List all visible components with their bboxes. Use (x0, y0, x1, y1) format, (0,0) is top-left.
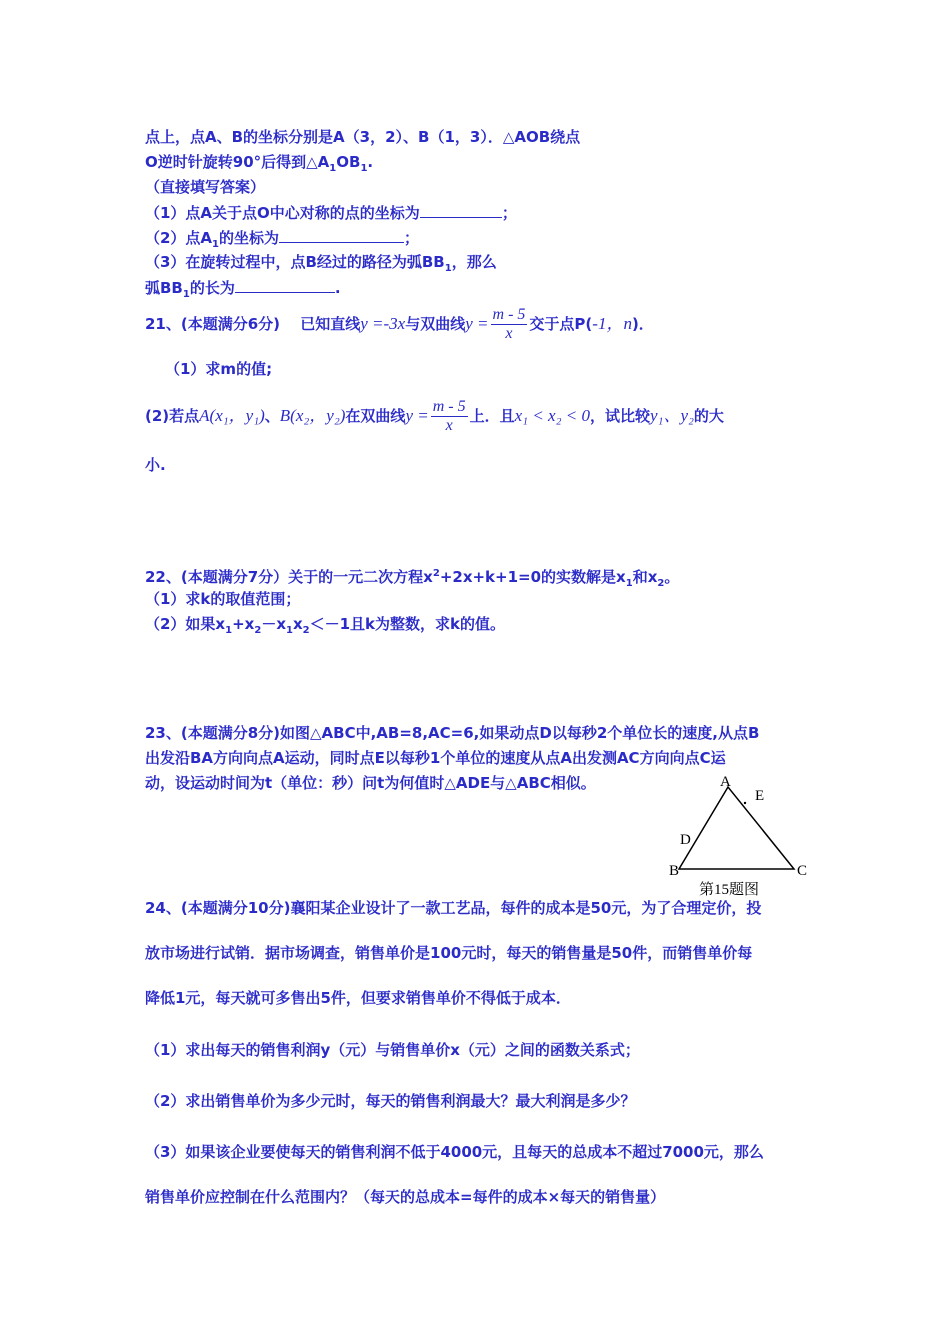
q21-head (145, 305, 654, 343)
q20-part3-text: （3）在旋转过程中，点B经过的路径为弧BB (145, 253, 445, 271)
q20-line1: 点上，点A、B的坐标分别是A（3，2）、B（1，3）．△AOB绕点 (145, 128, 581, 146)
q22-sub: 1 (286, 625, 293, 636)
q20-line2-text: OB (336, 153, 361, 171)
q22-part2 (145, 614, 505, 641)
q21-part2-text: 上．且 (469, 407, 515, 425)
fraction-numerator: m - 5 (492, 306, 526, 323)
q24-line1: 24、(本题满分10分)襄阳某企业设计了一款工艺品，每件的成本是50元，为了合理定价，投 (145, 899, 762, 917)
q24-line3: 降低1元，每天就可多售出5件，但要求销售单价不得低于成本． (145, 989, 571, 1007)
q20-line2-text: O逆时针旋转90°后得到△A (145, 153, 330, 171)
q21-head-text: 21、(本题满分6分) 已知直线 (145, 315, 361, 333)
q20-part2-text: （2）点A (145, 229, 213, 247)
label-e: E (755, 788, 765, 804)
q20-part3-text: 的长为 (189, 279, 235, 297)
label-a: A (720, 774, 731, 790)
label-c: C (797, 863, 808, 879)
figure-caption: 第15题图 (699, 882, 760, 898)
q22-head-text: 22、(本题满分7分）关于的一元二次方程x (145, 568, 433, 586)
answer-blank[interactable] (420, 202, 502, 218)
point-b: B(x₂，y₂) (279, 406, 346, 425)
q20-line2-text: . (367, 153, 374, 171)
q20-part3-cont (145, 277, 341, 305)
q22-part2-text: （2）如果x (145, 615, 226, 633)
q23-line2: 出发沿BA方向向点A运动，同时点E以每秒1个单位的速度从点A出发测AC方向向点C运 (145, 749, 726, 767)
q22-head-text: 。 (664, 568, 680, 586)
q20-part3-text: 弧BB (145, 279, 183, 297)
q24-part1: （1）求出每天的销售利润y（元）与销售单价x（元）之间的函数关系式； (145, 1041, 640, 1059)
answer-blank[interactable] (235, 277, 335, 293)
triangle-figure (665, 772, 815, 902)
q21-head-text: 与双曲线 (405, 315, 466, 333)
q20-sub: 1 (444, 263, 452, 274)
q24-line2: 放市场进行试销．据市场调查，销售单价是100元时，每天的销售量是50件，而销售单价每 (145, 944, 753, 962)
q20-part1 (145, 202, 517, 223)
answer-blank[interactable] (279, 227, 404, 243)
q22-head-text: +2x+k+1=0的实数解是x (439, 568, 626, 586)
q20-part3 (145, 252, 497, 279)
q20-part1-text: （1）点A关于点O中心对称的点的坐标为 (145, 204, 420, 222)
q20-line2 (145, 152, 373, 179)
q24-part3-cont: 销售单价应控制在什么范围内？（每天的总成本=每件的成本×每天的销售量） (145, 1188, 666, 1206)
equation-hyperbola-lhs: y = (465, 314, 489, 333)
fraction-denominator: x (445, 417, 453, 434)
fraction-numerator: m - 5 (432, 398, 466, 415)
q21-part2-text: 的大 (693, 407, 724, 425)
q22-part2-text: +x (232, 615, 255, 633)
q20-part2-text: ； (404, 229, 420, 247)
point-e-mark (744, 802, 746, 804)
q22-part2-text: ＜－1且k为整数，求k的值。 (309, 615, 506, 633)
q20-part3-text: ，那么 (451, 253, 497, 271)
q22-part2-text: x (292, 615, 303, 633)
q22-sub: 1 (625, 578, 633, 589)
inequality: x₁ < x₂ < 0 (514, 406, 590, 425)
q20-part3-text: . (334, 279, 341, 297)
point-coords: -1，n (592, 314, 632, 333)
q21-part2-text: 、 (264, 407, 280, 425)
equation-hyperbola-lhs: y = (405, 406, 429, 425)
q20-part1-text: ； (501, 204, 517, 222)
q21-part2-cont: 小. (145, 456, 166, 474)
q22-sub: 2 (302, 625, 310, 636)
q22-sup: 2 (432, 568, 440, 579)
q20-part2-text: 的坐标为 (219, 229, 280, 247)
label-b: B (669, 863, 680, 879)
fraction (431, 398, 468, 435)
q21-part1: （1）求m的值; (165, 360, 273, 378)
q22-sub: 2 (254, 625, 262, 636)
q24-part3: （3）如果该企业要使每天的销售利润不低于4000元，且每天的总成本不超过7000元，那么 (145, 1143, 764, 1161)
q20-note: （直接填写答案） (145, 178, 266, 196)
q22-sub: 1 (225, 625, 233, 636)
q21-part2-text: (2)若点 (145, 407, 200, 425)
q21-part2 (145, 395, 724, 437)
compare-values: y₁、y₂ (650, 406, 694, 425)
point-a: A(x₁，y₁) (199, 406, 265, 425)
fraction-denominator: x (505, 325, 513, 342)
fraction (491, 306, 528, 343)
q21-part2-text: ，试比较 (589, 407, 650, 425)
q20-sub: 1 (360, 163, 368, 174)
equation-line: y =-3x (360, 314, 406, 333)
q22-sub: 2 (657, 578, 665, 589)
q24-part2: （2）求出销售单价为多少元时，每天的销售利润最大？最大利润是多少？ (145, 1092, 636, 1110)
q22-part1: （1）求k的取值范围； (145, 590, 301, 608)
q22-part2-text: －x (261, 615, 286, 633)
q20-part2 (145, 227, 419, 255)
q20-sub: 1 (329, 163, 337, 174)
q23-line1: 23、(本题满分8分)如图△ABC中,AB=8,AC=6,如果动点D以每秒2个单位长的速度,从点B (145, 724, 760, 742)
q20-sub: 1 (212, 239, 220, 250)
q23-line3: 动，设运动时间为t（单位：秒）问t为何值时△ADE与△ABC相似。 (145, 774, 596, 792)
q22-head-text: 和x (632, 568, 658, 586)
q20-sub: 1 (182, 289, 190, 300)
label-d: D (680, 832, 691, 848)
q21-part2-text: 在双曲线 (345, 407, 406, 425)
triangle-abc (679, 787, 794, 869)
q21-head-text: 交于点P( (529, 315, 593, 333)
q21-head-text: )． (631, 315, 654, 333)
